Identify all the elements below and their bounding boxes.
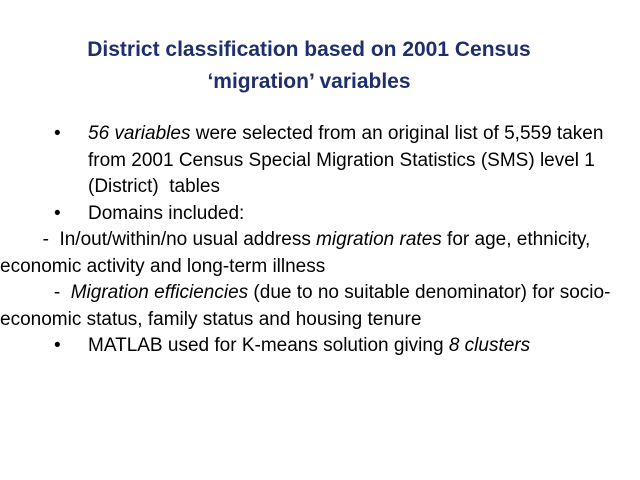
bullet-item-matlab [52,333,622,360]
bullet-marker: • [54,335,61,356]
bullet-text [88,333,622,360]
slide-title-line-2: ‘migration’ variables [207,70,411,93]
bullet-marker: • [54,202,61,224]
italic-phrase: Migration efficiencies [70,282,249,303]
sub-item-lead: - In/out/within/no usual address [32,229,317,250]
bullet-body-text: MATLAB used for K-means solution giving [88,335,449,356]
sub-item-text: (due to no suitable denominator) for socio-economic status, family status and housing tenure [0,282,611,330]
slide-body [0,121,622,360]
bullet-text: Domains included: [88,202,245,224]
bullet-item-variables [52,121,622,201]
sub-item-migration-rates [0,227,622,280]
slide-title-line-1: District classification based on 2001 Census [87,38,531,61]
sub-item-migration-efficiencies [0,280,622,333]
bullet-marker: • [54,123,61,144]
italic-phrase: migration rates [316,229,442,250]
slide-title [0,34,618,98]
bullet-text [88,121,622,201]
sub-item-text: for age, ethnicity, economic activity and long-term illness [0,229,596,277]
italic-phrase: 8 clusters [448,335,531,356]
italic-phrase: 56 variables [88,123,191,144]
sub-item-lead: - [38,282,71,303]
bullet-body-text: were selected from an original list of 5,559 taken from 2001 Census Special Migration Statistics (SMS) level 1 (District) tables [88,123,609,197]
bullet-item-domains [52,201,622,228]
